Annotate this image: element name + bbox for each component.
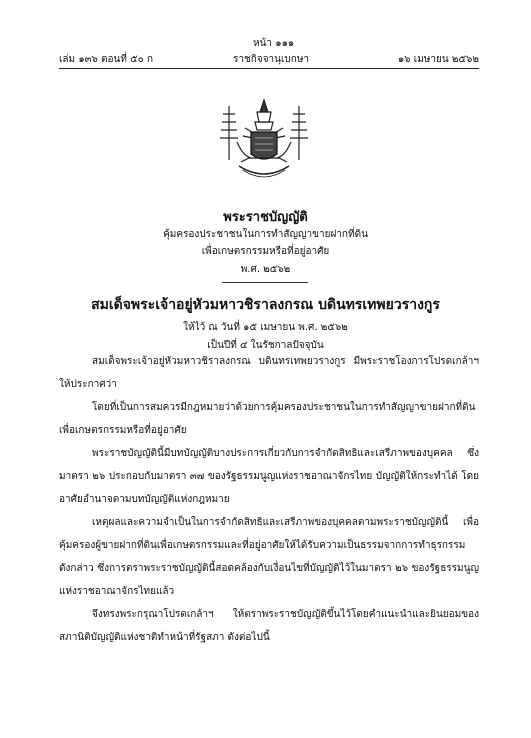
act-year: พ.ศ. ๒๕๖๒ <box>240 264 291 275</box>
paragraph: โดยที่เป็นการสมควรมีกฎหมายว่าด้วยการคุ้มครองประชาชนในการทำสัญญาขายฝากที่ดิน เพื่อเกษตรกรรมหรือที่อยู่อาศัย <box>59 402 476 436</box>
paragraph: จึงทรงพระกรุณาโปรดเกล้าฯ ให้ตราพระราชบัญญัติขึ้นไว้โดยคำแนะนำและยินยอมของ สภานิติบัญญัติแห่งชาติทำหน้าที่รัฐสภา ดังต่อไปนี้ <box>59 609 479 643</box>
garuda-emblem-icon <box>215 98 313 186</box>
reign-year: เป็นปีที่ ๔ ในรัชกาลปัจจุบัน <box>207 340 324 351</box>
paragraph: เหตุผลและความจำเป็นในการจำกัดสิทธิและเสรีภาพของบุคคลตามพระราชบัญญัตินี้ เพื่อคุ้มครองผู้ขายฝากที่ดินเพื่อเกษตรกรรมและที่อยู่อาศัยให้ได้รับความเป็นธรรมจากการทำธุรกรรม ดังกล่าว ซึ่งการตราพระราชบัญญัตินี้สอดคล้องกับเงื่อนไขที่บัญญัติไว้ในมาตรา ๒๖ ของรัฐธรรมนูญ แห่งราชอาณาจักรไทยแล้ว <box>59 517 479 597</box>
king-name: สมเด็จพระเจ้าอยู่หัวมหาวชิราลงกรณ บดินทรเทพยวรางกูร <box>91 297 440 313</box>
header-divider <box>59 68 479 69</box>
paragraph: พระราชบัญญัตินี้มีบทบัญญัติบางประการเกี่ยวกับการจำกัดสิทธิและเสรีภาพของบุคคล ซึ่งมาตรา ๒๖ ประกอบกับมาตรา ๓๗ ของรัฐธรรมนูญแห่งราชอาณาจักรไทย บัญญัติให้กระทำได้ โดยอาศัยอำนาจตามบทบัญญัติแห่งกฎหมาย <box>59 448 479 505</box>
preamble-body <box>59 350 479 649</box>
volume-issue: เล่ม ๑๓๖ ตอนที่ ๕๐ ก <box>59 54 154 65</box>
act-title: พระราชบัญญัติ <box>223 210 308 225</box>
given-date: ให้ไว้ ณ วันที่ ๑๕ เมษายน พ.ศ. ๒๕๖๒ <box>183 322 348 333</box>
title-divider <box>222 282 308 283</box>
page-number: หน้า ๑๑๑ <box>253 38 295 49</box>
gazette-name: ราชกิจจานุเบกษา <box>233 54 310 65</box>
act-subtitle-line-1: คุ้มครองประชาชนในการทำสัญญาขายฝากที่ดิน <box>163 229 368 240</box>
publication-date: ๑๖ เมษายน ๒๕๖๒ <box>397 54 479 65</box>
paragraph: สมเด็จพระเจ้าอยู่หัวมหาวชิราลงกรณ บดินทรเทพยวรางกูร มีพระราชโองการโปรดเกล้าฯ ให้ประกาศว่า <box>59 356 479 390</box>
act-subtitle-line-2: เพื่อเกษตรกรรมหรือที่อยู่อาศัย <box>201 246 330 257</box>
